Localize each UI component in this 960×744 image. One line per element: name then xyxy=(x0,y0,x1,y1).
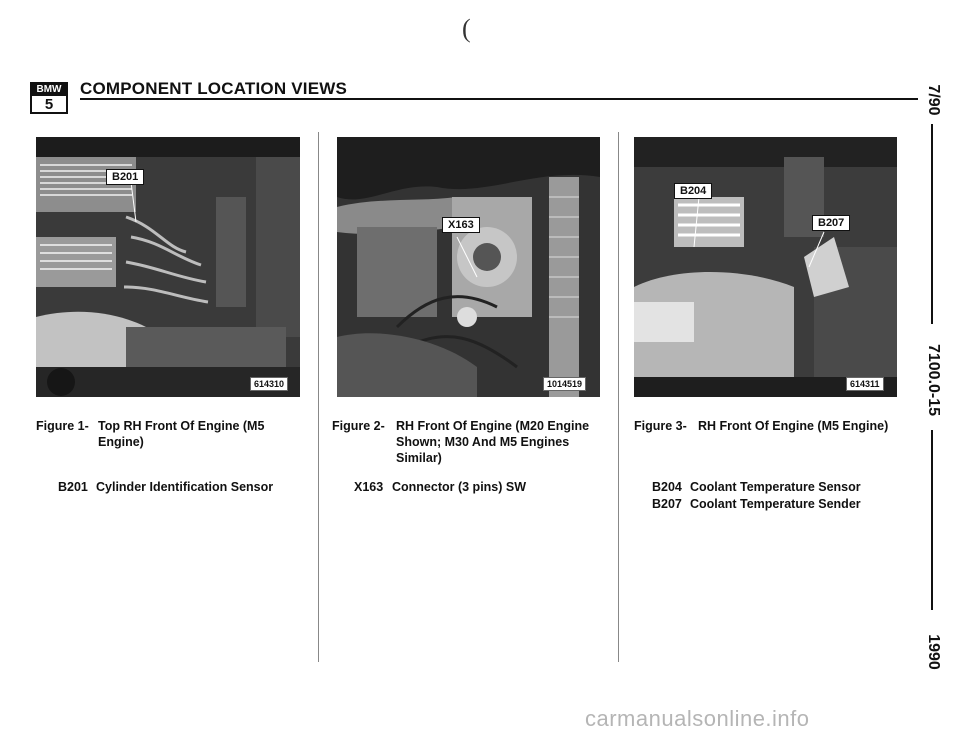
caption-line: RH Front Of Engine (M5 Engine) xyxy=(698,419,889,433)
figure-2-legend xyxy=(354,479,526,496)
figure-1-photo xyxy=(36,137,300,397)
legend-code: B201 xyxy=(58,480,88,494)
figure-3-caption xyxy=(634,418,914,438)
legend-text: Coolant Temperature Sender xyxy=(690,497,861,511)
column-divider xyxy=(318,132,319,662)
legend-text: Coolant Temperature Sensor xyxy=(690,480,861,494)
side-rule xyxy=(931,430,933,610)
legend-item xyxy=(58,479,273,496)
bmw-5-series-logo xyxy=(30,82,68,114)
callout-b207: B207 xyxy=(812,215,850,231)
callout-b204: B204 xyxy=(674,183,712,199)
figure-2-photo xyxy=(337,137,600,397)
figure-1-caption xyxy=(36,418,306,458)
figure-3-legend xyxy=(652,479,861,513)
side-date: 7/90 xyxy=(925,84,942,116)
caption-line: Similar) xyxy=(396,451,442,465)
logo-series: 5 xyxy=(44,96,54,113)
side-page-number: 7100.0-15 xyxy=(925,343,942,417)
logo-brand: BMW xyxy=(32,84,66,96)
photo-number: 614311 xyxy=(846,377,884,391)
caption-line: Engine) xyxy=(98,435,144,449)
legend-text: Connector (3 pins) SW xyxy=(392,480,527,494)
side-year: 1990 xyxy=(925,634,942,670)
page-title: COMPONENT LOCATION VIEWS xyxy=(80,79,348,98)
photo-number: 614310 xyxy=(250,377,288,391)
figure-3-photo xyxy=(634,137,897,397)
figure-label: Figure 3- xyxy=(634,419,687,433)
legend-item xyxy=(652,496,861,513)
figure-label: Figure 1- xyxy=(36,419,89,433)
legend-code: B207 xyxy=(652,497,682,511)
figure-caption-text xyxy=(698,418,888,434)
header-rule xyxy=(80,98,918,100)
photo-number: 1014519 xyxy=(543,377,586,391)
legend-code: X163 xyxy=(354,480,384,494)
figure-2-caption xyxy=(332,418,612,474)
legend-text: Cylinder Identification Sensor xyxy=(96,480,274,494)
callout-b201: B201 xyxy=(106,169,144,185)
figure-label: Figure 2- xyxy=(332,419,385,433)
side-rule xyxy=(931,124,933,324)
caption-line: Shown; M30 And M5 Engines xyxy=(396,435,570,449)
caption-line: Top RH Front Of Engine (M5 xyxy=(98,419,265,433)
watermark: carmanualsonline.info xyxy=(585,706,810,731)
stray-parenthesis: ( xyxy=(462,14,471,43)
figure-caption-text xyxy=(98,418,264,450)
legend-item xyxy=(354,479,526,496)
column-divider xyxy=(618,132,619,662)
legend-item xyxy=(652,479,861,496)
legend-code: B204 xyxy=(652,480,682,494)
figure-1-legend xyxy=(58,479,273,496)
callout-x163: X163 xyxy=(442,217,480,233)
caption-line: RH Front Of Engine (M20 Engine xyxy=(396,419,590,433)
figure-caption-text xyxy=(396,418,589,466)
